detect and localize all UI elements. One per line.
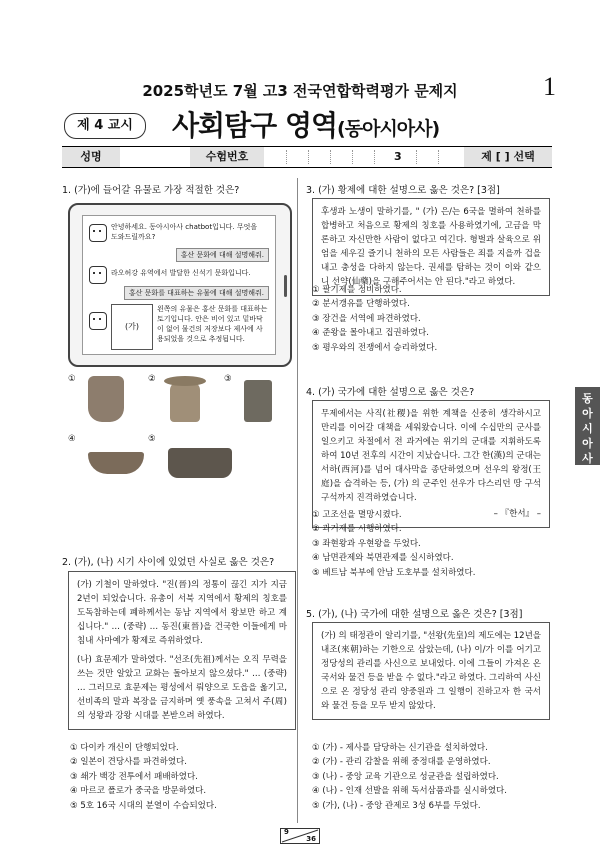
q4-option-4[interactable]: ④ 남면관제와 북면관제를 실시하였다. (312, 553, 454, 564)
q1-tablet (68, 203, 292, 367)
q2-passage (68, 571, 296, 730)
q4-option-1[interactable]: ① 고조선을 멸망시켰다. (312, 510, 402, 520)
q4-stem: 4. (가) 국가에 대한 설명으로 옳은 것은? (306, 387, 475, 398)
q2-options (70, 741, 290, 813)
footer-page: 9 (284, 828, 289, 836)
q2-passage-a: (가) 기철이 말하였다. "진(晉)의 정통이 끊긴 지가 지금 2년이 되었습니다. 유총이 서북 지역에서 황제의 칭호를 도독참하는데 폐하께서는 동남 지역에서 왕보만 하고 계십니다." … (중략) … 동진(東晉)을 건국한 이들에게 마침내 사마예가 황제로 즉위하였다. (77, 580, 287, 647)
side-tab-char: 시 (582, 422, 593, 435)
exam-number-label: 수험번호 (190, 147, 264, 167)
subject-title (172, 104, 439, 144)
q3-option-1[interactable]: ① 팔기제를 정비하였다. (312, 285, 402, 295)
side-tab-char: 동 (582, 392, 593, 405)
q1-bot-greeting: 안녕하세요. 동아시아사 chatbot입니다. 무엇을 도와드릴까요? (111, 223, 258, 242)
subject-side-tab (575, 387, 600, 465)
q5-option-2[interactable]: ② (가) - 관리 감찰을 위해 중정대를 운영하였다. (312, 757, 491, 768)
name-field[interactable] (120, 147, 191, 167)
q3-stem: 3. (가) 황제에 대한 설명으로 옳은 것은? [3점] (306, 185, 500, 196)
side-tab-char: 사 (582, 452, 593, 465)
q5-option-4[interactable]: ④ (나) - 인재 선발을 위해 독서삼품과를 실시하였다. (312, 786, 507, 797)
name-label: 성명 (62, 147, 120, 167)
q5-options (312, 741, 552, 813)
subject-main: 사회탐구 영역 (172, 109, 338, 142)
q5-option-1[interactable]: ① (가) - 제사를 담당하는 신기관을 설치하였다. (312, 743, 488, 753)
q3-option-5[interactable]: ⑤ 평우와의 전쟁에서 승리하였다. (312, 342, 438, 353)
q3-options (312, 283, 552, 355)
q1-user-request-1: 홍산 문화에 대해 설명해줘. (176, 248, 269, 262)
q1-stem: 1. (가)에 들어갈 유물로 가장 적절한 것은? (62, 185, 240, 196)
q2-option-2[interactable]: ② 일본이 견당사를 파견하였다. (70, 757, 187, 768)
q1-choice-4-artifact[interactable] (86, 448, 146, 478)
q1-choice-3-label: ③ (224, 374, 232, 384)
page-footer (280, 828, 320, 844)
side-tab-char: 아 (582, 437, 593, 450)
q5-stem: 5. (가), (나) 국가에 대한 설명으로 옳은 것은? [3점] (306, 609, 523, 620)
q5-passage: (가) 의 태정관이 알리기를, "선왕(先皇)의 제도에는 12년을 내조(來朝)하는 기한으로 삼았는데, (나) 이/가 이를 어기고 정당성의 관리를 사신으로 보내었다. 이에 그들이 가져온 온 국서와 물건 등을 받을 수 없다."라고 하였다. 그리하여 사신으로 온 정당성 관리 양중원과 그 일행이 진하고자 한 국서와 물건 등을 모두 받지 않았다. (312, 622, 550, 720)
q1-choice-2-label: ② (148, 374, 156, 384)
q2-option-1[interactable]: ① 다이카 개신이 단행되었다. (70, 743, 179, 753)
candidate-info-row (62, 146, 552, 168)
period-badge: 제 4 교시 (64, 113, 146, 139)
side-tab-char: 아 (582, 407, 593, 420)
q1-bot-answer-2: 왼쪽의 유물은 홍산 문화를 대표하는 토기입니다. 안은 비어 있고 밑바닥이 없어 물건의 저장보다 제사에 사용되었을 것으로 추정됩니다. (157, 305, 268, 344)
exam-number-field[interactable] (264, 147, 464, 167)
exam-number-digit: 3 (394, 150, 402, 163)
q2-stem: 2. (가), (나) 시기 사이에 있었던 사실로 옳은 것은? (62, 557, 275, 568)
q2-option-4[interactable]: ④ 마르코 폴로가 중국을 방문하였다. (70, 786, 207, 797)
q4-source: – 『한서』 – (493, 509, 541, 520)
q1-choice-4-label: ④ (68, 434, 76, 444)
robot-icon (89, 266, 107, 284)
q1-blank-box: (가) (111, 304, 153, 350)
q3-option-2[interactable]: ② 분서갱유를 단행하였다. (312, 299, 410, 310)
q4-passage-text: 무제에서는 사직(社稷)을 위한 계책을 신중히 생각하시고 만리를 이어갈 대책을 세워왔습니다. 이에 수십만의 군사를 일으키고 차절에서 전 과거에는 위기의 군대를 지휘하도록 하여 10년 전후의 시간이 지났습니다. 그간 한(漢)의 군대는 서하(西河)를 넘어 대사막을 종단하였으며 선우의 왕정(王庭)을 습격하는 등, (가) 의 군주인 선우가 다스리던 땅 구석구석까지 진격하였습니다. (321, 409, 541, 504)
q1-choice-1-label: ① (68, 374, 76, 384)
q2-option-5[interactable]: ⑤ 5호 16국 시대의 분열이 수습되었다. (70, 800, 217, 811)
q1-choice-2-artifact[interactable] (160, 376, 210, 426)
q4-option-5[interactable]: ⑤ 베트남 북부에 안남 도호부를 설치하였다. (312, 567, 476, 578)
q3-passage: 후생과 노생이 말하기를, " (가) 은/는 6국을 멸하여 천하를 합병하고 처음으로 황제의 칭호를 사용하였기에, 고금을 막론하고 자신만한 사람이 없다고 여긴다. 형벌과 살육으로 위엄을 세우길 즐기니 천하의 모든 사람들은 죄를 지을까 겁을 내고 충성을 다하지 않는다. 권세를 탐하는 것이 이와 같으니 선약(仙藥)을 구해주어서는 안 된다."라고 하였다. (312, 198, 550, 296)
q4-option-2[interactable]: ② 과거제를 시행하였다. (312, 524, 402, 535)
footer-total: 36 (306, 835, 316, 843)
q4-option-3[interactable]: ③ 좌현왕과 우현왕을 두었다. (312, 538, 421, 549)
q5-option-5[interactable]: ⑤ (가), (나) - 중앙 관제로 3성 6부를 두었다. (312, 800, 481, 811)
robot-icon (89, 224, 107, 242)
page-number: 1 (543, 72, 556, 101)
q1-bot-answer-1: 라오허강 유역에서 발달한 신석기 문화입니다. (111, 269, 251, 277)
choice-label: 제 [ ] 선택 (464, 147, 552, 167)
q1-choice-1-artifact[interactable] (84, 376, 128, 424)
q4-options (312, 508, 552, 580)
robot-icon (89, 312, 107, 330)
column-divider (297, 178, 298, 823)
q2-passage-b: (나) 효문제가 말하였다. "선조(先祖)께서는 오직 무력을 쓰는 것만 알았고 교화는 돌아보지 않으셨다." … (중략) … 그러므로 효문제는 평성에서 뤄양으로 도읍을 옮기고, 선비족의 말과 복장을 금지하며 옛 풍속을 고쳐서 주(周)의 성왕과 강왕 시대를 본받으려 하였다. (77, 655, 287, 722)
subject-sub: (동아시아사) (337, 118, 440, 140)
q2-option-3[interactable]: ③ 쇄가 백강 전투에서 패배하였다. (70, 771, 198, 782)
q1-chat-screen (82, 215, 276, 355)
q1-choice-5-label: ⑤ (148, 434, 156, 444)
exam-title: 2025학년도 7월 고3 전국연합학력평가 문제지 (142, 82, 458, 100)
q1-user-request-2: 홍산 문화를 대표하는 유물에 대해 설명해줘. (124, 286, 269, 300)
q5-option-3[interactable]: ③ (나) - 중앙 교육 기관으로 성균관을 설립하였다. (312, 771, 499, 782)
tablet-button (284, 275, 287, 297)
q3-option-4[interactable]: ④ 준왕을 몰아내고 집권하였다. (312, 328, 429, 339)
q1-choice-5-artifact[interactable] (166, 444, 236, 480)
q1-choice-3-artifact[interactable] (238, 376, 278, 426)
q3-option-3[interactable]: ③ 장건을 서역에 파견하였다. (312, 313, 421, 324)
